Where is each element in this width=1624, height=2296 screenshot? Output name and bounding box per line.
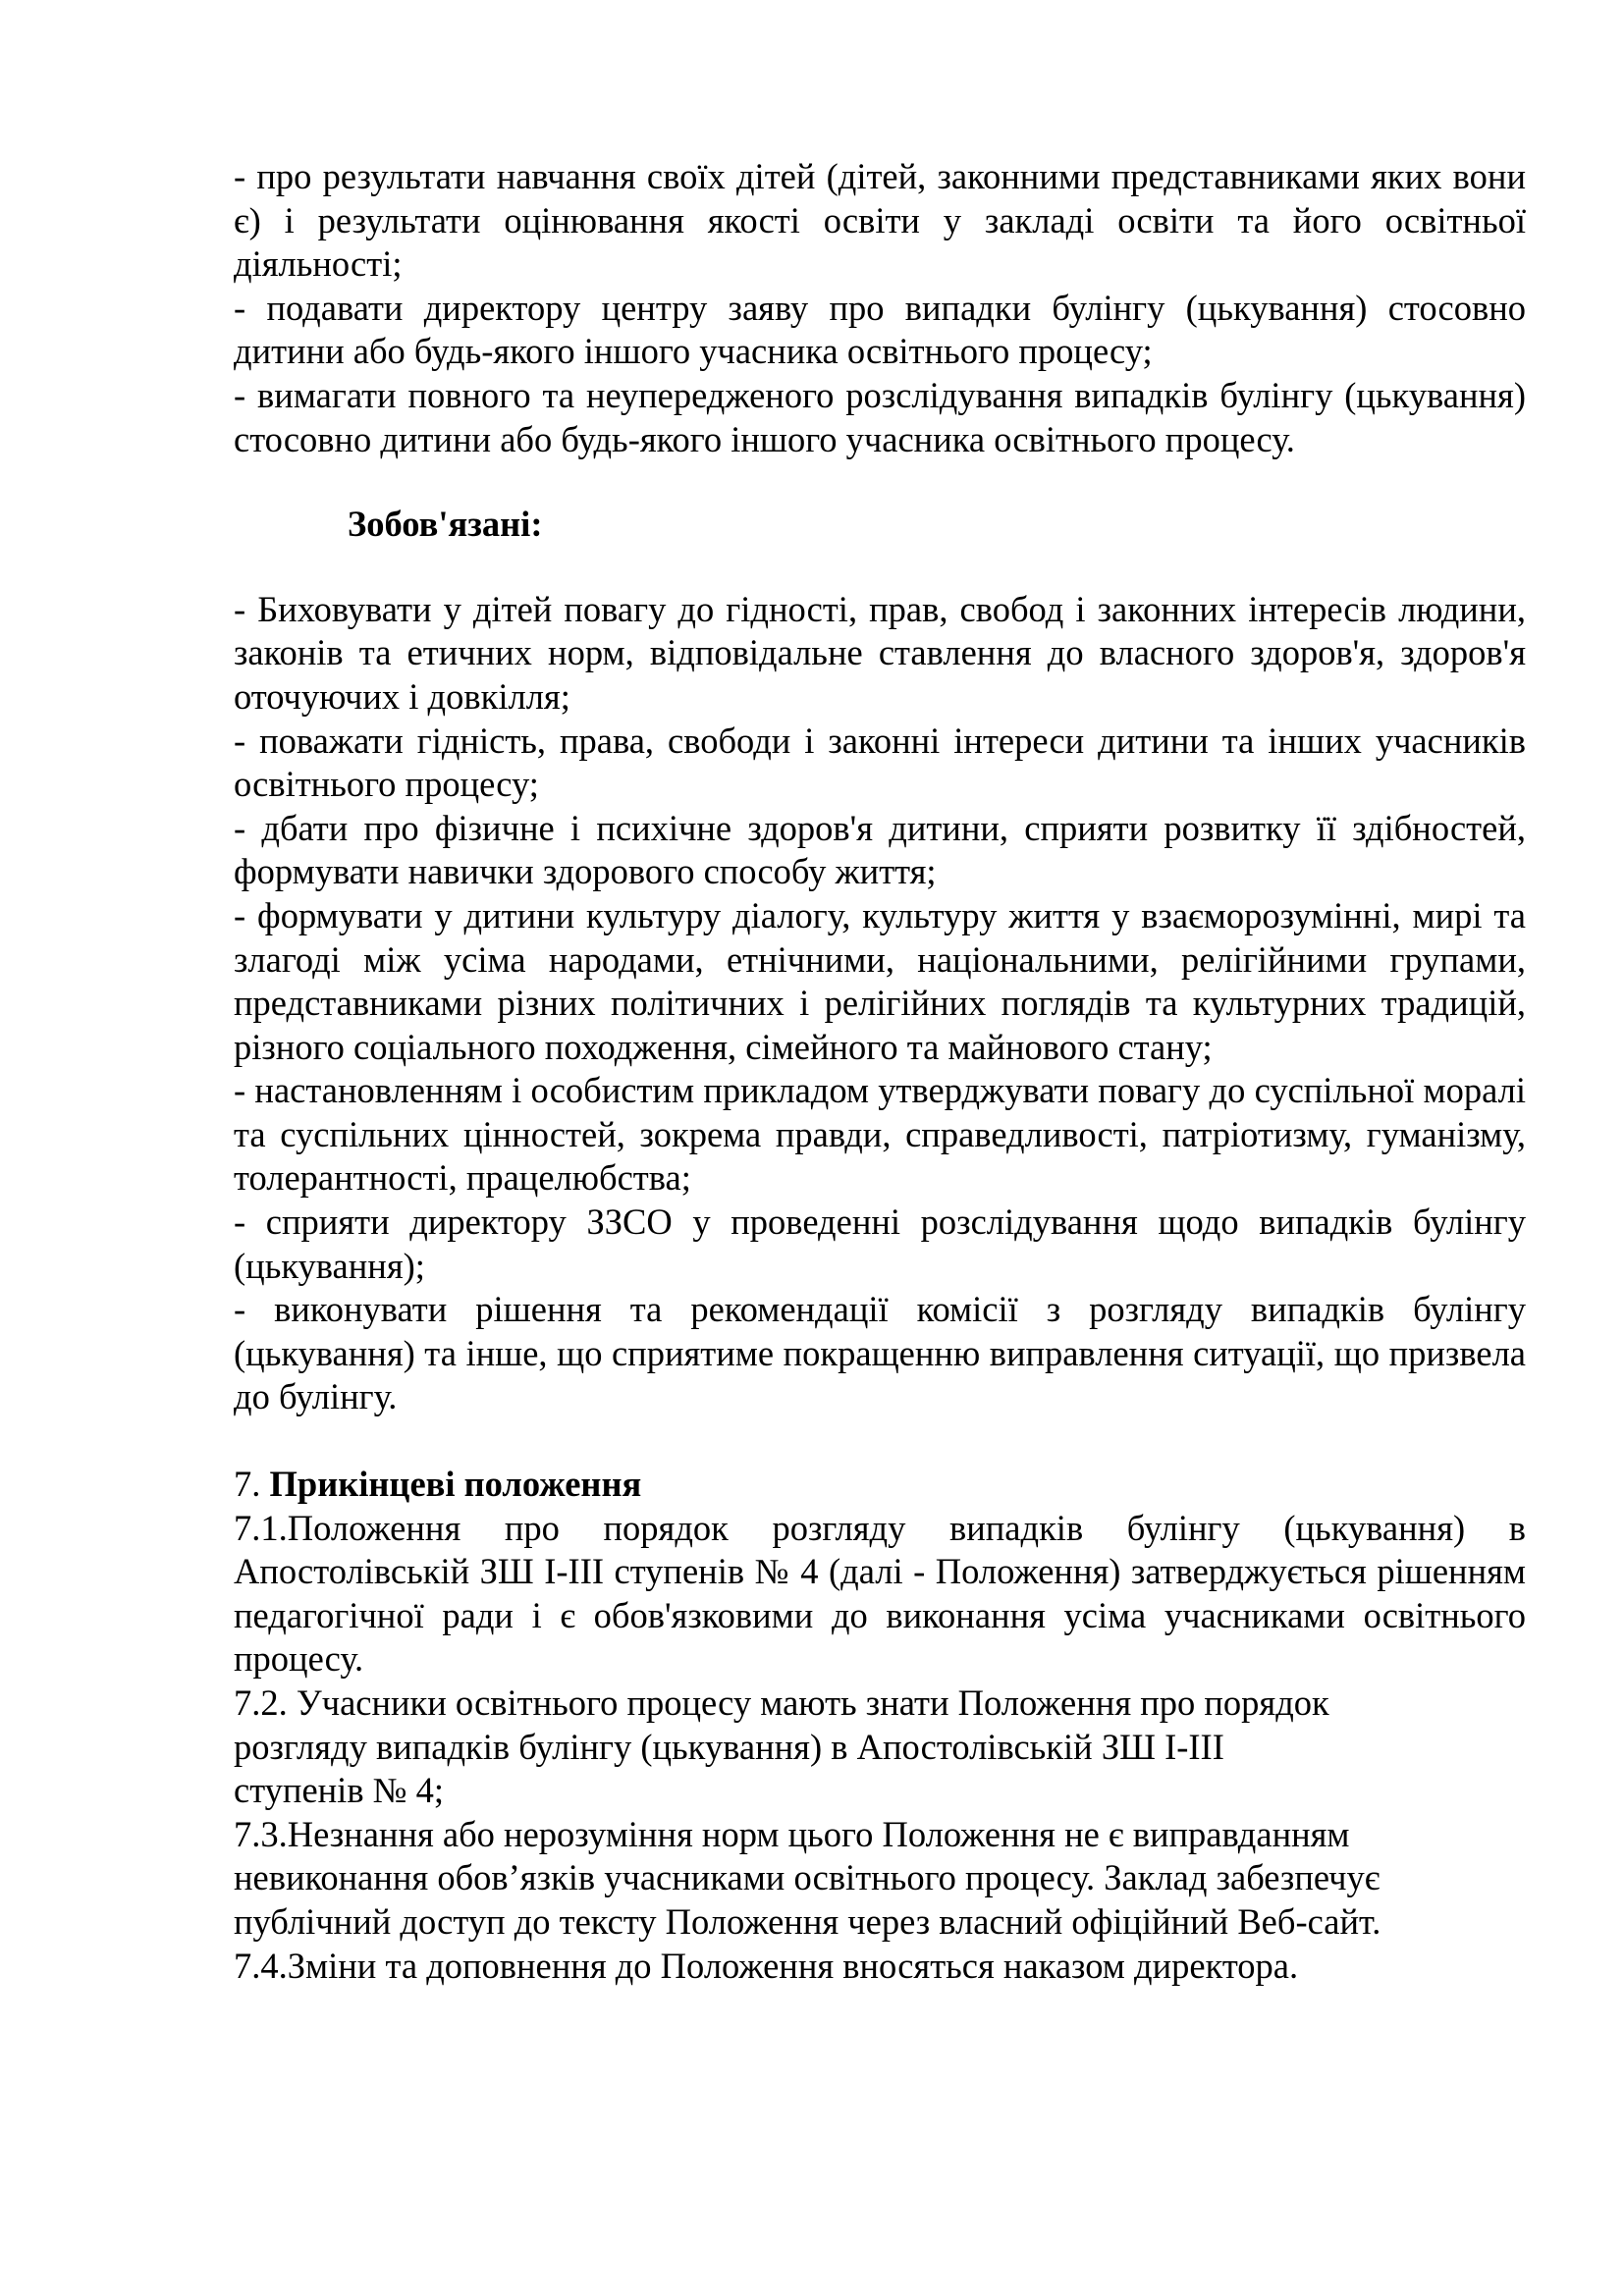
section-7-2-line: 7.2. Учасники освітнього процесу мають знати Положення про порядок bbox=[234, 1682, 1329, 1723]
section-7-1: 7.1.Положення про порядок розгляду випадків булінгу (цькування) в Апостолівській ЗШ І-ІІІ ступенів № 4 (далі - Положення) затверджується рішенням педагогічної ради і є обов'язковими до виконання усіма учасниками освітнього процесу. bbox=[234, 1507, 1526, 1680]
spacer bbox=[234, 461, 1526, 503]
section-7-title-text: Прикінцеві положення bbox=[269, 1464, 642, 1505]
section-7-2-line: ступенів № 4; bbox=[234, 1770, 445, 1811]
section-7-4: 7.4.Зміни та доповнення до Положення вносяться наказом директора. bbox=[234, 1945, 1299, 1986]
obligation-item: - виконувати рішення та рекомендації комісії з розгляду випадків булінгу (цькування) та інше, що сприятиме покращенню виправлення ситуації, що призвела до булінгу. bbox=[234, 1289, 1526, 1417]
spacer bbox=[234, 547, 1526, 588]
obligations-heading: Зобов'язані: bbox=[348, 504, 543, 545]
spacer bbox=[234, 1419, 1526, 1463]
obligation-item: - Биховувати у дітей повагу до гідності, прав, свобод і законних інтересів людини, законів та етичних норм, відповідальне ставлення до власного здоров'я, здоров'я оточуючих і довкілля; bbox=[234, 588, 1526, 717]
rights-item: - вимагати повного та неупередженого розслідування випадків булінгу (цькування) стосовно дитини або будь-якого іншого учасника освітнього процесу. bbox=[234, 374, 1526, 459]
section-7-3-line: 7.3.Незнання або нерозуміння норм цього Положення не є виправданням bbox=[234, 1813, 1350, 1854]
rights-item: - подавати директору центру заяву про випадки булінгу (цькування) стосовно дитини або будь-якого іншого учасника освітнього процесу; bbox=[234, 287, 1526, 372]
obligation-item: - сприяти директору ЗЗСО у проведенні розслідування щодо випадків булінгу (цькування); bbox=[234, 1201, 1526, 1286]
obligation-item: - поважати гідність, права, свободи і законні інтереси дитини та інших учасників освітнього процесу; bbox=[234, 720, 1526, 805]
section-7-2-line: розгляду випадків булінгу (цькування) в Апостолівській ЗШ І-ІІІ bbox=[234, 1726, 1224, 1767]
rights-item: - про результати навчання своїх дітей (дітей, законними представниками яких вони є) і результати оцінювання якості освіти у закладі освіти та його освітньої діяльності; bbox=[234, 156, 1526, 285]
section-7-3-line: невиконання обов’язків учасниками освітнього процесу. Заклад забезпечує bbox=[234, 1857, 1380, 1898]
document-page bbox=[234, 155, 1526, 1988]
obligation-item: - настановленням і особистим прикладом утверджувати повагу до суспільної моралі та суспільних цінностей, зокрема правди, справедливості, патріотизму, гуманізму, толерантності, працелюбства; bbox=[234, 1070, 1526, 1199]
section-7-title bbox=[234, 1463, 1526, 1507]
obligation-item: - формувати у дитини культуру діалогу, культуру життя у взаєморозумінні, мирі та злагоді між усіма народами, етнічними, національними, релігійними групами, представниками різних політичних і релігійних поглядів та культурних традицій, різного соціального походження, сімейного та майнового стану; bbox=[234, 894, 1526, 1067]
section-7-3-line: публічний доступ до тексту Положення через власний офіційний Веб-сайт. bbox=[234, 1900, 1381, 1942]
section-7-number: 7. bbox=[234, 1464, 270, 1505]
obligation-item: - дбати про фізичне і психічне здоров'я дитини, сприяти розвитку її здібностей, формувати навички здорового способу життя; bbox=[234, 807, 1526, 892]
